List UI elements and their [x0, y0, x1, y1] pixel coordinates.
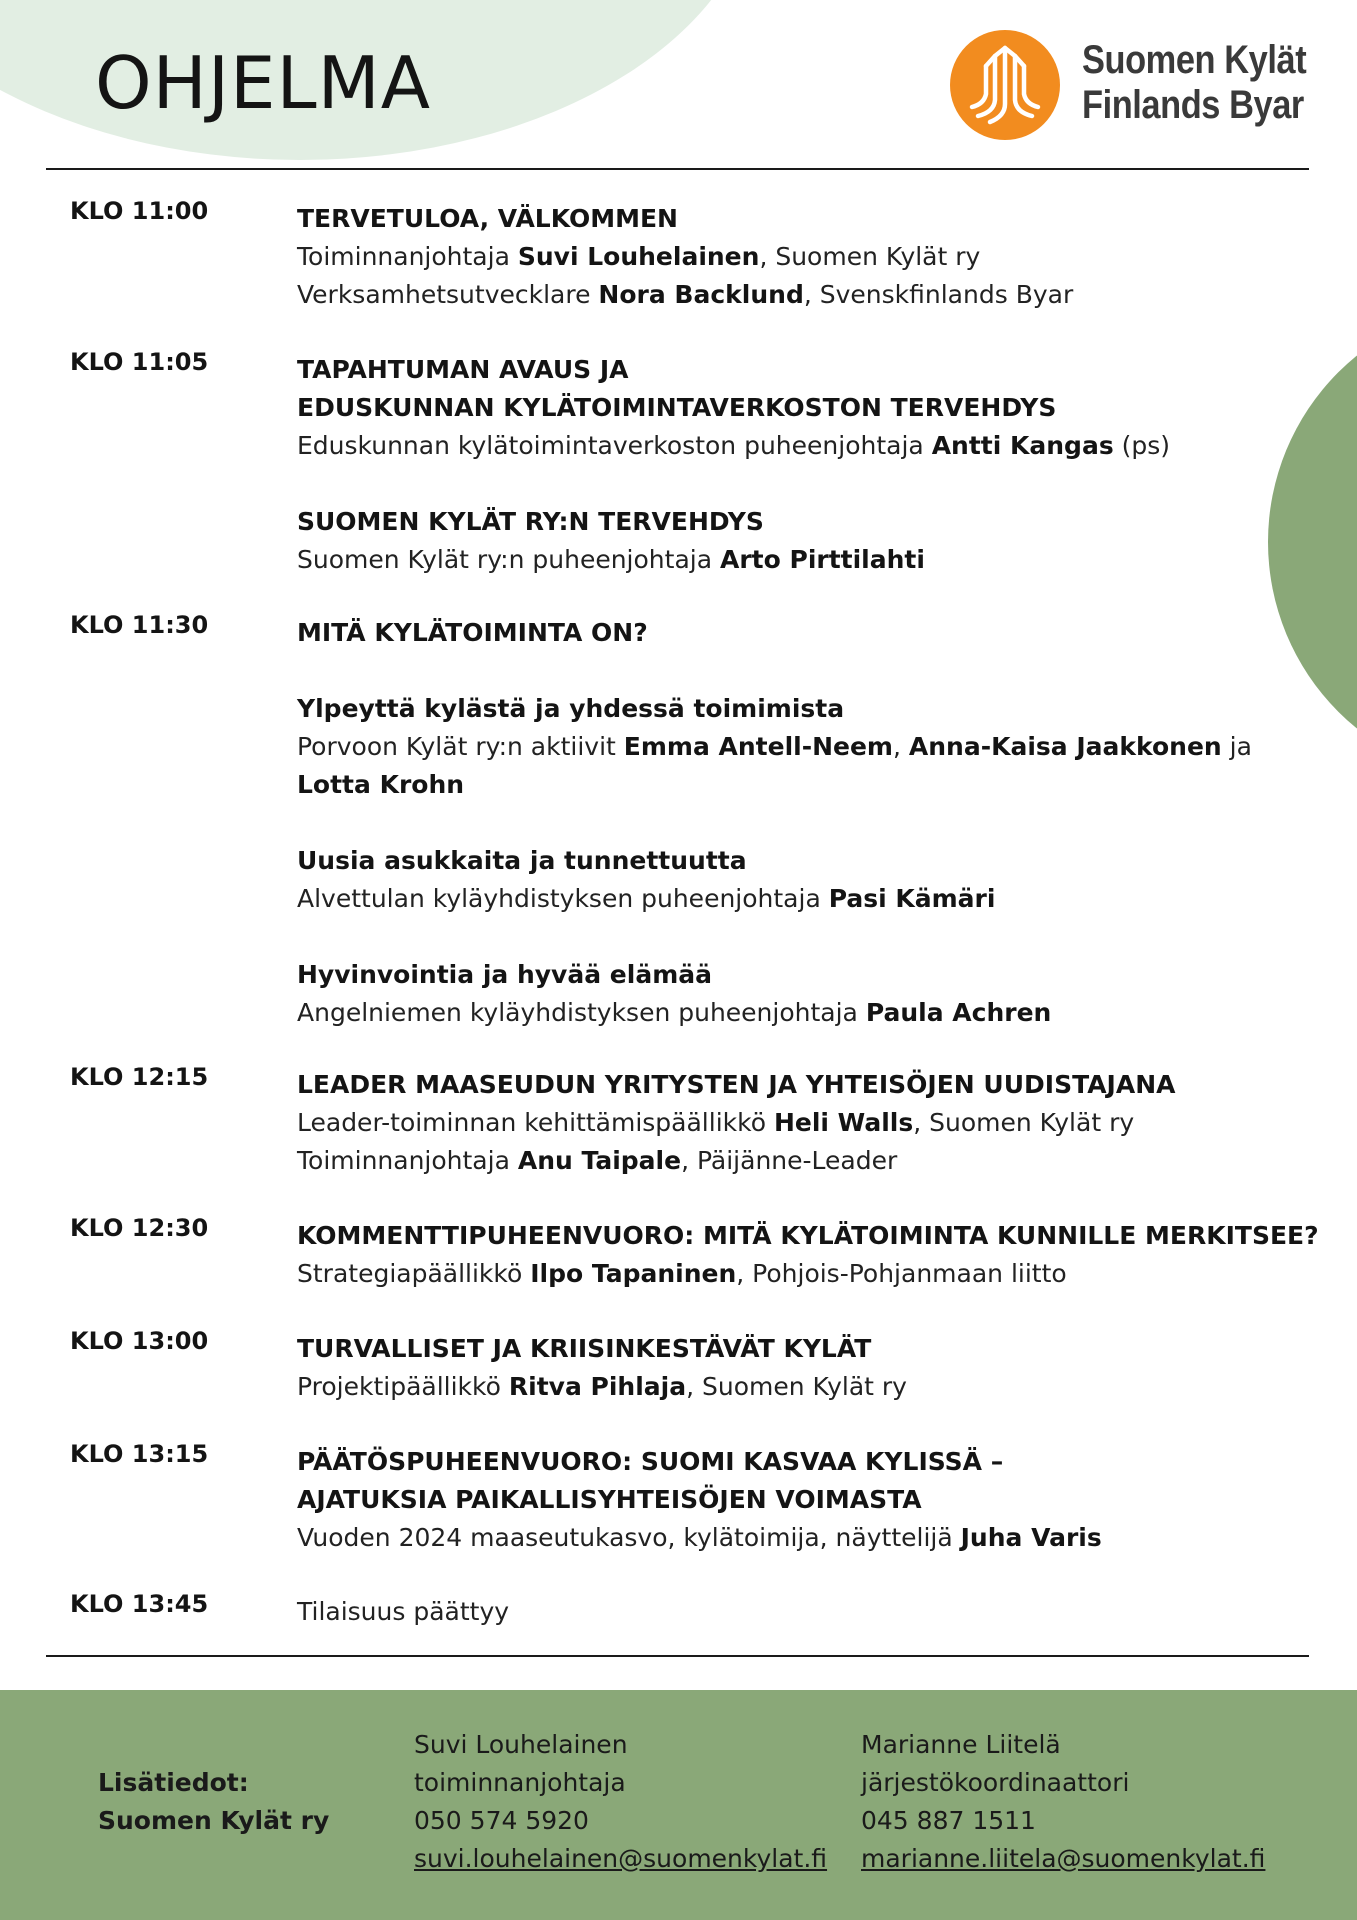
subtopic-heading: Uusia asukkaita ja tunnettuutta	[297, 846, 747, 875]
speaker-title: Toiminnanjohtaja	[297, 1146, 518, 1175]
agenda-time: KLO 12:15	[70, 1063, 209, 1091]
contact-phone: 045 887 1511	[861, 1806, 1036, 1835]
speaker-org: , Päijänne-Leader	[681, 1146, 898, 1175]
org-name: Suomen Kylät ry	[98, 1806, 330, 1835]
speaker-title: Angelniemen kyläyhdistyksen puheenjohtaja	[297, 998, 866, 1027]
bottom-divider	[46, 1655, 1309, 1657]
speaker-name: Suvi Louhelainen	[517, 242, 760, 271]
speaker-title: Suomen Kylät ry:n puheenjohtaja	[297, 545, 720, 574]
agenda-time: KLO 11:00	[70, 197, 209, 225]
agenda-heading: SUOMEN KYLÄT RY:N TERVEHDYS	[297, 507, 764, 536]
speaker-line	[297, 766, 1297, 804]
contact-role: järjestökoordinaattori	[861, 1768, 1130, 1797]
speaker-org: , Svenskfinlands Byar	[803, 280, 1074, 309]
contact-name: Suvi Louhelainen	[414, 1730, 628, 1759]
speaker-line	[297, 1368, 1297, 1406]
speaker-title: Leader-toiminnan kehittämispäällikkö	[297, 1108, 774, 1137]
agenda-time: KLO 13:00	[70, 1327, 209, 1355]
speaker-org: , Suomen Kylät ry	[759, 242, 981, 271]
agenda-heading: TAPAHTUMAN AVAUS JA	[297, 355, 629, 384]
speaker-org: , Suomen Kylät ry	[686, 1372, 907, 1401]
speaker-line	[297, 1255, 1297, 1293]
footer	[0, 1690, 1357, 1920]
speaker-name: Juha Varis	[960, 1523, 1102, 1552]
speaker-title: Toiminnanjohtaja	[297, 242, 518, 271]
speaker-line	[297, 238, 1297, 276]
speaker-line	[297, 880, 1297, 918]
footer-info	[98, 1764, 329, 1840]
contact-email-link[interactable]: suvi.louhelainen@suomenkylat.fi	[414, 1844, 828, 1873]
speaker-name: Paula Achren	[865, 998, 1052, 1027]
speaker-name: Anna-Kaisa Jaakkonen	[908, 732, 1222, 761]
contact-1	[414, 1726, 827, 1878]
speaker-name: Ritva Pihlaja	[508, 1372, 687, 1401]
top-divider	[46, 168, 1309, 170]
logo-wordmark	[1082, 38, 1306, 128]
speaker-name: Pasi Kämäri	[828, 884, 996, 913]
contact-role: toiminnanjohtaja	[414, 1768, 626, 1797]
contact-name: Marianne Liitelä	[861, 1730, 1061, 1759]
subtopic-heading: Hyvinvointia ja hyvää elämää	[297, 960, 712, 989]
agenda-heading: EDUSKUNNAN KYLÄTOIMINTAVERKOSTON TERVEHDYS	[297, 393, 1057, 422]
speaker-name: Heli Walls	[773, 1108, 914, 1137]
info-label: Lisätiedot:	[98, 1768, 249, 1797]
speaker-title: Vuoden 2024 maaseutukasvo, kylätoimija, näyttelijä	[297, 1523, 961, 1552]
agenda-time: KLO 12:30	[70, 1214, 209, 1242]
contact-phone: 050 574 5920	[414, 1806, 589, 1835]
agenda-time: KLO 11:30	[70, 611, 209, 639]
agenda-time: KLO 13:15	[70, 1440, 209, 1468]
agenda-heading: LEADER MAASEUDUN YRITYSTEN JA YHTEISÖJEN UUDISTAJANA	[297, 1070, 1176, 1099]
speaker-line	[297, 541, 1297, 579]
speaker-line	[297, 1104, 1297, 1142]
agenda-time: KLO 11:05	[70, 348, 209, 376]
logo-line-2: Finlands Byar	[1082, 83, 1304, 127]
speaker-name: Arto Pirttilahti	[719, 545, 925, 574]
agenda-heading: KOMMENTTIPUHEENVUORO: MITÄ KYLÄTOIMINTA KUNNILLE MERKITSEE?	[297, 1221, 1319, 1250]
speaker-title: Porvoon Kylät ry:n aktiivit	[297, 732, 624, 761]
subtopic-heading: Ylpeyttä kylästä ja yhdessä toimimista	[297, 694, 845, 723]
agenda-heading: TURVALLISET JA KRIISINKESTÄVÄT KYLÄT	[297, 1334, 872, 1363]
agenda-text: Tilaisuus päättyy	[297, 1597, 510, 1626]
speaker-title: Projektipäällikkö	[297, 1372, 509, 1401]
speaker-title: Verksamhetsutvecklare	[297, 280, 599, 309]
speaker-name: Emma Antell-Neem	[623, 732, 893, 761]
speaker-title: Strategiapäällikkö	[297, 1259, 531, 1288]
speaker-line	[297, 1519, 1297, 1557]
contact-2	[861, 1726, 1265, 1878]
logo-icon	[950, 30, 1060, 140]
speaker-line	[297, 994, 1297, 1032]
speaker-name: Ilpo Tapaninen	[530, 1259, 737, 1288]
speaker-line	[297, 1142, 1297, 1180]
logo-line-1: Suomen Kylät	[1082, 38, 1307, 82]
speaker-line	[297, 427, 1297, 465]
page-title: OHJELMA	[95, 41, 432, 125]
speaker-line	[297, 276, 1297, 314]
agenda-heading: MITÄ KYLÄTOIMINTA ON?	[297, 618, 648, 647]
speaker-title: Eduskunnan kylätoimintaverkoston puheenjohtaja	[297, 431, 932, 460]
speaker-org: (ps)	[1113, 431, 1171, 460]
speaker-org: , Suomen Kylät ry	[913, 1108, 1135, 1137]
speaker-title: Alvettulan kyläyhdistyksen puheenjohtaja	[297, 884, 829, 913]
agenda-time: KLO 13:45	[70, 1590, 209, 1618]
speaker-name: Lotta Krohn	[297, 770, 465, 799]
agenda-heading: PÄÄTÖSPUHEENVUORO: SUOMI KASVAA KYLISSÄ –	[297, 1447, 1004, 1476]
speaker-name: Nora Backlund	[598, 280, 804, 309]
speaker-name: Anu Taipale	[517, 1146, 682, 1175]
contact-email-link[interactable]: marianne.liitela@suomenkylat.fi	[861, 1844, 1266, 1873]
agenda-heading: TERVETULOA, VÄLKOMMEN	[297, 204, 678, 233]
speaker-line: Porvoon Kylät ry:n aktiivit Emma Antell-Neem, Anna-Kaisa Jaakkonen ja	[297, 732, 1252, 761]
speaker-name: Antti Kangas	[931, 431, 1114, 460]
agenda-heading: AJATUKSIA PAIKALLISYHTEISÖJEN VOIMASTA	[297, 1485, 922, 1514]
speaker-org: , Pohjois-Pohjanmaan liitto	[736, 1259, 1067, 1288]
